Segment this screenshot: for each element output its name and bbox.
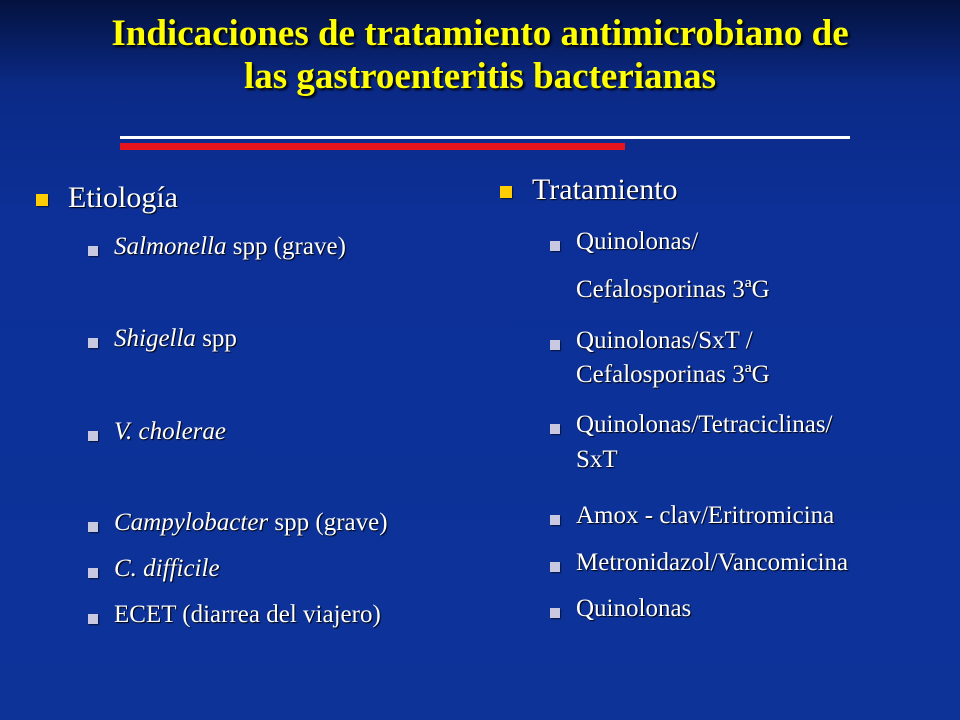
etiology-item-text: ECET (diarrea del viajero) <box>114 601 381 628</box>
square-bullet-icon <box>550 424 560 434</box>
etiology-item-italic: Shigella <box>114 325 196 352</box>
etiology-item-italic: Salmonella <box>114 233 227 260</box>
etiology-item-italic: Campylobacter <box>114 509 269 536</box>
treatment-item-line-2: Cefalosporinas 3ªG <box>576 361 770 388</box>
slide-title-line-1: Indicaciones de tratamiento antimicrobiano de <box>111 13 849 54</box>
treatment-item-line-1: Metronidazol/Vancomicina <box>576 549 849 576</box>
treatment-heading: Tratamiento <box>532 173 678 206</box>
treatment-item-line-1: Quinolonas/Tetraciclinas/ <box>576 411 833 438</box>
square-bullet-icon <box>88 614 98 624</box>
square-bullet-icon <box>550 515 560 525</box>
title-underline-red <box>120 143 625 150</box>
etiology-item <box>114 233 346 261</box>
treatment-item-line-2: Cefalosporinas 3ªG <box>576 276 770 303</box>
square-bullet-icon <box>88 246 98 256</box>
treatment-item-line-2: SxT <box>576 446 618 473</box>
etiology-item-italic: C. difficile <box>114 555 220 582</box>
etiology-item-italic: V. cholerae <box>114 418 227 445</box>
square-bullet-icon <box>550 340 560 350</box>
etiology-item-text: spp <box>195 325 237 352</box>
square-bullet-icon <box>550 241 560 251</box>
etiology-item-text: spp (grave) <box>226 233 346 260</box>
etiology-item <box>114 418 226 446</box>
square-bullet-icon <box>550 608 560 618</box>
slide-title-line-2: las gastroenteritis bacterianas <box>243 56 717 97</box>
square-bullet-icon <box>550 562 560 572</box>
square-bullet-icon <box>36 194 48 206</box>
etiology-item <box>114 601 381 629</box>
treatment-item-line-1: Quinolonas/ <box>576 228 699 255</box>
square-bullet-icon <box>88 522 98 532</box>
treatment-item-line-1: Amox - clav/Eritromicina <box>576 502 835 529</box>
title-underline-white <box>120 136 850 139</box>
etiology-item <box>114 325 237 353</box>
treatment-item-line-1: Quinolonas/SxT / <box>576 327 753 354</box>
square-bullet-icon <box>88 431 98 441</box>
square-bullet-icon <box>88 568 98 578</box>
etiology-heading: Etiología <box>68 181 178 214</box>
square-bullet-icon <box>500 186 512 198</box>
etiology-item <box>114 509 388 537</box>
etiology-item-text: spp (grave) <box>268 509 388 536</box>
treatment-item-line-1: Quinolonas <box>576 595 692 622</box>
square-bullet-icon <box>88 338 98 348</box>
slide-title <box>0 12 960 98</box>
etiology-item <box>114 555 220 583</box>
